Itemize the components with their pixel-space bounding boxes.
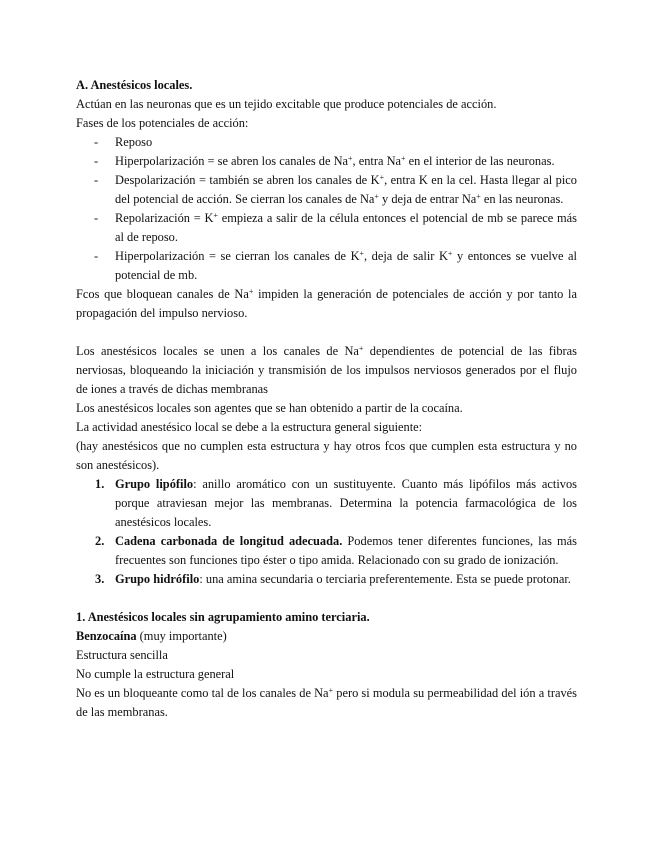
activity-paragraph: La actividad anestésico local se debe a la estructura general siguiente: bbox=[76, 420, 423, 434]
note-paragraph: (hay anestésicos que no cumplen esta estructura y hay otros fcos que cumplen esta estructura y no son anestésicos). bbox=[76, 439, 577, 472]
drug-line: No cumple la estructura general bbox=[76, 667, 235, 681]
list-item: 2. Cadena carbonada de longitud adecuada. Podemos tener diferentes funciones, las más frecuentes son funciones tipo éster o tipo amida. Relacionado con su grado de ionización. bbox=[95, 534, 577, 567]
section-a-intro: Actúan en las neuronas que es un tejido excitable que produce potenciales de acción. bbox=[76, 97, 497, 111]
drug-heading: Benzocaína (muy importante) bbox=[76, 629, 227, 643]
section-a-title: A. Anestésicos locales. bbox=[76, 78, 193, 92]
list-item: - Despolarización = también se abren los canales de K+, entra K en la cel. Hasta llegar al pico del potencial de acción. Se cierran los canales de Na+ y deja de entrar Na+ en las neuronas. bbox=[115, 171, 577, 209]
phases-label: Fases de los potenciales de acción: bbox=[76, 116, 249, 130]
section-1-title: 1. Anestésicos locales sin agrupamiento amino terciaria. bbox=[76, 610, 370, 624]
origin-paragraph: Los anestésicos locales son agentes que se han obtenido a partir de la cocaína. bbox=[76, 401, 463, 415]
list-item: - Reposo bbox=[115, 133, 577, 152]
phases-list bbox=[76, 133, 577, 285]
union-paragraph: Los anestésicos locales se unen a los canales de Na+ dependientes de potencial de las fibras nerviosas, bloqueando la iniciación y transmisión de los impulsos nerviosos generados por el flujo de iones a través de dichas membranas bbox=[76, 344, 577, 396]
list-item: - Hiperpolarización = se abren los canales de Na+, entra Na+ en el interior de las neuronas. bbox=[115, 152, 577, 171]
spacer bbox=[76, 323, 577, 342]
list-item: 1. Grupo lipófilo: anillo aromático con un sustituyente. Cuanto más lipófilos más activos porque atraviesan mejor las membranas. Determina la potencia farmacológica de los anestésicos locales. bbox=[95, 477, 577, 529]
drug-last-paragraph: No es un bloqueante como tal de los canales de Na+ pero si modula su permeabilidad del ión a través de las membranas. bbox=[76, 686, 577, 719]
fcos-paragraph: Fcos que bloquean canales de Na+ impiden la generación de potenciales de acción y por tanto la propagación del impulso nervioso. bbox=[76, 287, 577, 320]
spacer bbox=[76, 589, 577, 608]
list-item: 3. Grupo hidrófilo: una amina secundaria o terciaria preferentemente. Esta se puede protonar. bbox=[95, 572, 571, 586]
list-item: - Hiperpolarización = se cierran los canales de K+, deja de salir K+ y entonces se vuelve al potencial de mb. bbox=[115, 247, 577, 285]
structure-list bbox=[76, 475, 577, 589]
drug-line: Estructura sencilla bbox=[76, 648, 168, 662]
list-item: - Repolarización = K+ empieza a salir de la célula entonces el potencial de mb se parece más al de reposo. bbox=[115, 209, 577, 247]
